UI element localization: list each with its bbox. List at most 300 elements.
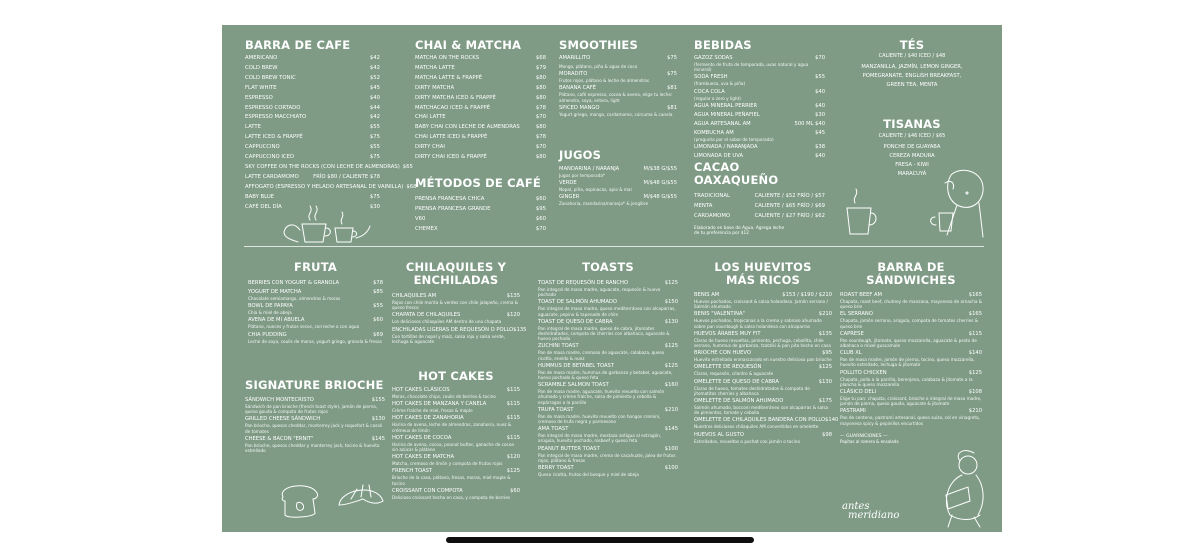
section-title: SIGNATURE BRIOCHE: [245, 378, 384, 392]
menu-item: [538, 446, 678, 463]
item-name: V60: [415, 215, 426, 222]
section-title: CACAO OAXAQUEÑO: [694, 160, 779, 187]
item-name: ESPRESSO MACCHIATO: [245, 114, 307, 121]
item-description: Pan integral de masa madre, aguacate, requesón & huevo pochado: [538, 287, 661, 298]
menu-item: [694, 331, 832, 348]
tisanas-prices: CALIENTE / $46 ICED / $65: [878, 133, 946, 139]
item-description: Plátano, nueces y frutos secos, con leche o con agua: [248, 324, 360, 330]
item-name: AGUA MINERAL PERRIER: [694, 102, 758, 109]
menu-item: [559, 71, 677, 83]
item-description: Delicioso croissant hecho en casa, y compota de berries: [392, 494, 510, 500]
menu-item: [694, 103, 825, 110]
item-name: CHAI LATTE ICED & FRAPPÉ: [415, 134, 488, 141]
menu-item: [840, 292, 982, 309]
guarniciones-desc: Papitas al romero & ensalada: [840, 439, 899, 445]
item-name: CAPPUCCINO ICED: [245, 154, 295, 161]
chilaquiles-list: [392, 293, 527, 344]
item-name: AGUA MINERAL PEÑAFIEL: [694, 111, 760, 118]
item-description: Harina de avena, cocoa, peanut butter, ganache de cocoa sin azúcar & plátano: [392, 441, 514, 453]
home-indicator: [446, 537, 754, 543]
item-description: Chapata, roast beef, chutney de manzana, mayonesa de ornacha & queso brie: [840, 299, 983, 310]
item-header: [392, 488, 520, 495]
item-description: Huevito estrellado enmascarado en nuestro delicioso pan brioche: [694, 357, 832, 363]
item-name: BANANA CAFÉ: [559, 85, 597, 92]
menu-item: [248, 303, 383, 315]
item-name: AMERICANO: [245, 55, 278, 61]
menu-item: [392, 435, 520, 452]
item-description: Sándwich de pan brioche (french toast style), jamón de pierna, queso gouda & compota de frutos rojos: [245, 404, 378, 415]
item-price: $80: [535, 84, 546, 91]
menu-item: [415, 64, 546, 74]
item-price: $75: [369, 134, 380, 141]
item-description: Queso ricotta, frutos del bosque y miel de abeja: [538, 472, 639, 478]
menu-item: [392, 454, 520, 466]
item-price: $80: [535, 94, 546, 101]
menu-item: [392, 312, 520, 324]
menu-item: [245, 123, 380, 133]
item-header: [559, 194, 677, 201]
flavor-item: MARACUYÁ: [897, 171, 927, 178]
item-name: HOT CAKES DE MANZANA Y CANELA: [392, 401, 487, 408]
item-name: CHILAQUILES AM: [392, 293, 437, 299]
huevitos-list: [694, 292, 839, 444]
item-header: [694, 130, 825, 137]
item-price: $153 / $190 / $210: [782, 292, 832, 298]
item-header: [392, 468, 520, 475]
item-description: Pan de masa madre, aguacate, huevito revuelto con salmón ahumado y crème fraîche, salsa de pimiento y cebolla & espárragos a la parrilla: [538, 389, 665, 405]
item-header: [248, 289, 383, 296]
menu-item: [694, 364, 832, 376]
item-price: $115: [506, 434, 520, 441]
item-price: $160: [664, 382, 678, 389]
item-name: OMELETTE DE CHILAQUILES BANDERA CON POLLO: [694, 417, 826, 424]
item-description: Pan sourdough, jitomate, queso mozzarella, aguacate & pesto de albahaca o mixel guacamole: [840, 337, 977, 349]
menu-item: [415, 104, 546, 114]
item-price: CALIENTE / $27 FRÍO / $62: [754, 212, 825, 219]
item-price: M/$38 G/$55: [643, 166, 677, 172]
menu-item: [694, 55, 825, 72]
menu-item: [415, 133, 546, 143]
item-price: $60: [535, 196, 546, 202]
menu-item: [415, 195, 546, 205]
hotcakes-section: [392, 370, 520, 502]
menu-item: [392, 326, 527, 344]
item-header: [538, 299, 678, 306]
item-price: CALIENTE / $52 FRÍO / $57: [754, 193, 825, 199]
item-price: $45: [815, 129, 825, 136]
menu-item: [245, 133, 380, 143]
item-price: $42: [369, 114, 380, 121]
item-header: [694, 153, 825, 160]
menu-item: [840, 389, 982, 406]
menu-item: [415, 215, 546, 225]
item-name: FLAT WHITE: [245, 84, 277, 91]
menu-item: [538, 363, 678, 380]
item-name: TRADICIONAL: [694, 193, 730, 199]
item-name: POLLITO CHICKEN: [840, 369, 887, 376]
item-name: BRIOCHE CON HUEVO: [694, 350, 751, 357]
smoothies-section: [559, 39, 677, 119]
menu-item: [245, 397, 385, 414]
section-title: CHAI & MATCHA: [415, 38, 522, 52]
item-price: $55: [815, 74, 825, 81]
item-name: CLUB XL: [840, 350, 862, 357]
item-header: [559, 105, 677, 112]
item-name: MATCHA LATTE: [415, 64, 455, 71]
item-price: $30: [815, 111, 825, 118]
menu-item: [245, 153, 380, 163]
item-header: [694, 350, 832, 357]
item-price: $78: [373, 280, 383, 286]
item-price: $80: [535, 154, 546, 161]
item-price: $68: [535, 55, 546, 61]
coffee-list: [245, 54, 417, 213]
item-price: $42: [369, 64, 380, 71]
logo: [842, 502, 922, 520]
item-name: TRUFA TOAST: [538, 406, 574, 413]
menu-item: [245, 173, 380, 183]
item-header: [538, 426, 678, 433]
menu-item: [392, 468, 520, 485]
item-description: Pan de masa madre, hummus de garbanzo y betabel, aguacate, huevo pochado & queso feta: [538, 369, 673, 381]
item-price: $135: [513, 326, 527, 333]
menu-item: [694, 311, 832, 328]
item-name: HOT CAKES DE ZANAHORIA: [392, 415, 464, 422]
item-name: HUMMUS DE BETABEL TOAST: [538, 362, 615, 369]
flavor-item: GREEN TEA, MENTA: [886, 81, 938, 88]
item-price: $115: [968, 330, 982, 337]
menu-board: [222, 25, 1002, 532]
item-name: OMELETTE DE SALMÓN AHUMADO: [694, 398, 784, 405]
item-description: Nuestros deliciosos chilaquiles AM convertidos en omelette: [694, 424, 819, 430]
menu-item: [694, 89, 825, 101]
item-price: $78: [535, 134, 546, 141]
item-name: ESPRESSO: [245, 94, 273, 101]
barra-de-cafe-section: [245, 38, 417, 213]
item-description: (pregunta por el sabor de temporada): [694, 136, 774, 142]
item-price: $55: [369, 144, 380, 151]
menu-item: [245, 74, 380, 84]
item-name: AFFOGATO (ESPRESSO Y HELADO ARTESANAL DE VAINILLA): [245, 183, 404, 190]
item-name: CHAI LATTE: [415, 114, 446, 121]
menu-item: [694, 112, 825, 119]
jugos-list: [559, 166, 677, 207]
menu-item: [694, 417, 839, 430]
item-description: Chocolate semiamargo, almendras & moras: [248, 296, 341, 301]
menu-item: [694, 379, 832, 396]
item-description: Pan integral de masa madre, crema de cacahuate, jalea de frutos rojos, plátano & fresas: [538, 452, 676, 463]
section-title: MÉTODOS DE CAFÉ: [415, 176, 541, 190]
menu-item: [840, 370, 982, 387]
item-price: $75: [369, 154, 380, 161]
item-description: Pan integral de masa madre, queso mediterráneo con alcaparras, aguacate, pepino & tapenade de chile: [538, 306, 676, 317]
item-price: $130: [664, 318, 678, 325]
bebidas-list: [694, 55, 825, 160]
item-price: $70: [535, 114, 546, 121]
item-name: AGUA ARTESANAL AM: [694, 120, 751, 127]
item-header: [538, 343, 678, 350]
item-name: LATTE CARDAMOMO: [245, 173, 299, 180]
item-name: BENIS "VALENTINA": [694, 311, 745, 318]
menu-item: [559, 105, 677, 117]
item-header: [538, 382, 678, 389]
item-header: [694, 311, 832, 318]
item-name: GAZOZ SODAS: [694, 55, 733, 61]
item-header: [694, 121, 825, 128]
tes-list: [842, 63, 982, 91]
item-description: Pan de masa madre, jamón de pierna, tocino, queso mozzarella, huevito estrellado, lechuga & jitomate: [840, 357, 975, 368]
section-title: TISANAS: [883, 117, 941, 131]
menu-item: [840, 350, 982, 367]
menu-item: [248, 280, 383, 287]
item-name: TOAST DE SALMÓN AHUMADO: [538, 299, 618, 306]
item-description: Pan de masa madre, cremoso de aguacate, calabaza, queso ricotta, eneldo & nuez: [538, 350, 665, 361]
cacao-section: [694, 161, 825, 237]
item-header: [840, 311, 982, 318]
menu-item: [538, 319, 678, 342]
croissant-icon: [335, 481, 385, 511]
sandwiches-list: [840, 292, 982, 426]
item-name: HUEVOS AL GUSTO: [694, 431, 744, 438]
item-header: [538, 319, 678, 326]
breakfast-person-icon: [839, 163, 989, 243]
item-description: Harina de avena, leche de almendras, zanahoria, nuez & crémeux de limón: [392, 422, 512, 433]
brioche-section: [245, 379, 385, 455]
item-description: Claras de huevo revueltas, pimiento, pechuga, cebollita, chile serrano, hummus de garbanzo, tzatziki & pan pita hecho en casa: [694, 337, 831, 349]
item-name: PASTRAMI: [840, 408, 866, 415]
item-name: LIMONADA DE UVA: [694, 153, 743, 160]
item-price: $150: [664, 299, 678, 306]
menu-item: [559, 180, 677, 192]
item-description: Zanahoria, mandarina/naranja* & jengibre: [559, 201, 649, 207]
item-price: $95: [822, 350, 832, 357]
item-price: $75: [369, 193, 380, 200]
item-description: Pan brioche, quesos cheddar y monterrey jack, tocino & huevito estrellado: [245, 442, 380, 454]
item-description: Pan integral de masa madre, queso de cabra, jitomates deshidratados, compota de cherries con albahaca, aguacate & huevo pochado: [538, 325, 670, 342]
flavor-item: PONCHE DE GUAYABA: [883, 143, 941, 150]
item-header: [694, 417, 839, 424]
item-price: $30: [369, 203, 380, 210]
item-name: TOAST DE QUESO DE CABRA: [538, 318, 613, 325]
item-name: AMARILLITO: [559, 55, 591, 61]
item-name: CHEMEX: [415, 225, 438, 232]
item-header: [392, 387, 520, 394]
section-title: HOT CAKES: [418, 369, 494, 383]
item-price: $165: [968, 292, 982, 298]
menu-item: [245, 143, 380, 153]
menu-item: [245, 64, 380, 74]
item-header: [538, 465, 678, 472]
item-name: GINGER: [559, 194, 580, 201]
item-name: COLD BREW TONIC: [245, 74, 296, 81]
item-name: COLD BREW: [245, 64, 278, 71]
menu-item: [840, 311, 982, 328]
item-header: [694, 364, 832, 371]
item-name: OMELETTE DE REQUESÓN: [694, 364, 762, 371]
item-price: M/$48 G/$55: [643, 194, 677, 201]
item-name: VERDE: [559, 180, 577, 187]
item-header: [248, 317, 383, 324]
menu-item: [245, 113, 380, 123]
item-price: $100: [664, 465, 678, 472]
menu-item: [415, 84, 546, 94]
item-price: $44: [369, 104, 380, 111]
item-name: CAPRESE: [840, 330, 864, 337]
item-description: Crème fraîche de miel, fresas & maple: [392, 408, 473, 414]
item-description: Salmón ahumado, bocconi mediterráneo con alcaparras & salsa de pimientos, tomate y cebolla: [694, 405, 829, 416]
menu-item: [415, 113, 546, 123]
item-header: [694, 112, 825, 119]
smoothies-list: [559, 55, 677, 117]
menu-item: [248, 317, 383, 329]
hotcakes-list: [392, 387, 520, 500]
item-price: 500 ML $40: [794, 120, 825, 127]
item-price: $135: [818, 330, 832, 337]
menu-item: [694, 350, 832, 362]
menu-item: [415, 123, 546, 133]
item-header: [538, 446, 678, 453]
item-name: ZUCHINI TOAST: [538, 343, 579, 350]
item-name: BABY CHAI CON LECHE DE ALMENDRAS: [415, 124, 520, 131]
menu-item: [415, 225, 546, 235]
item-header: [245, 436, 385, 443]
menu-item: [248, 332, 383, 344]
item-header: [694, 103, 825, 110]
menu-item: [840, 408, 982, 425]
item-name: HOT CAKES DE COCOA: [392, 434, 452, 441]
item-description: Leche de soya, coulis de moras, yogurt griego, granola & fresas: [248, 338, 382, 344]
item-name: LATTE ICED & FRAPPÉ: [245, 134, 303, 141]
fruta-section: [248, 261, 383, 346]
item-header: [538, 280, 678, 287]
item-price: $120: [506, 312, 520, 319]
cacao-note: Elaborado en base de Agua. Agrega leche de tu preferencia por $12: [694, 225, 785, 237]
item-name: CAPPUCCINO: [245, 144, 280, 151]
item-name: LIMONADA / NARANJADA: [694, 144, 758, 151]
item-name: SKY COFFEE ON THE ROCKS (CON LECHE DE ALMENDRAS): [245, 163, 400, 170]
section-title: BEBIDAS: [694, 38, 752, 52]
item-name: MANDARINA / NARANJA: [559, 166, 620, 172]
cacao-list: [694, 192, 825, 222]
item-description: Jugos por temporada*: [559, 173, 606, 178]
fruta-list: [248, 280, 383, 344]
item-price: $210: [818, 311, 832, 318]
item-description: Nopal, piña, espinacas, apio & mar: [559, 187, 633, 193]
item-name: DIRTY CHAI: [415, 144, 445, 151]
menu-item: [840, 331, 982, 348]
item-name: ROAST BEEF AM: [840, 292, 883, 298]
brioche-list: [245, 397, 385, 453]
item-description: Rojos con chile morita & verdes con chile jalapeño, crema & queso fresco: [392, 300, 519, 311]
flavor-item: MANZANILLA, JAZMÍN, LEMON GINGER,: [861, 63, 963, 70]
item-header: [840, 292, 982, 299]
menu-item: [392, 415, 520, 432]
item-header: [840, 408, 982, 415]
item-price: $79: [535, 64, 546, 71]
menu-item: [559, 166, 677, 178]
item-price: $125: [664, 280, 678, 286]
item-price: M/$48 G/$55: [643, 180, 677, 187]
item-name: KOMBUCHA AM: [694, 129, 734, 136]
item-header: [245, 397, 385, 404]
item-name: EL SERRANO: [840, 311, 873, 318]
menu-item: [538, 382, 678, 405]
item-name: SPICED MANGO: [559, 104, 600, 111]
item-name: PRENSA FRANCESA GRANDE: [415, 205, 491, 212]
menu-item: [538, 299, 678, 316]
item-name: CAFÉ DEL DÍA: [245, 203, 282, 210]
menu-item: [694, 192, 825, 202]
item-header: [248, 280, 383, 287]
tes-prices: CALIENTE / $40 ICED / $48: [878, 53, 946, 59]
item-name: DIRTY MATCHA ICED & FRAPPÉ: [415, 94, 496, 101]
item-header: [694, 398, 832, 405]
menu-item: [415, 74, 546, 84]
item-header: [538, 363, 678, 370]
item-name: CHAPATA DE CHILAQUILES: [392, 312, 461, 319]
item-header: [694, 379, 832, 386]
item-name: MATCHA ON THE ROCKS: [415, 55, 480, 61]
section-title: CHILAQUILES Y ENCHILADAS: [405, 260, 507, 287]
item-name: CARDAMOMO: [694, 212, 731, 219]
item-price: $125: [968, 369, 982, 376]
menu-item: [694, 153, 825, 160]
menu-item: [392, 401, 520, 413]
item-description: Huevos pochados, tropicanas a la crema y sabroso ahumado sobre pan sourdough & salsa holandesa con alcaparras: [694, 318, 822, 329]
item-description: Huevos pochados, croissant & salsa holandesa. Jamón serrano / Salmón ahumado: [694, 299, 828, 310]
item-price: $125: [664, 343, 678, 350]
menu-item: [415, 143, 546, 153]
chai-list: [415, 54, 546, 163]
item-price: $81: [667, 85, 677, 92]
toasts-list: [538, 280, 678, 477]
item-name: BOWL DE PAPAYA: [248, 303, 293, 310]
item-header: [559, 180, 677, 187]
item-price: $125: [506, 468, 520, 475]
section-title: BARRA DE CAFE: [245, 38, 351, 52]
item-header: [248, 303, 383, 310]
section-title: TOASTS: [582, 260, 634, 274]
item-price: $78: [535, 104, 546, 111]
item-description: Matcha, cremoso de limón y compota de frutos rojos: [392, 461, 503, 467]
item-price: $98: [822, 431, 832, 438]
menu-item: [415, 94, 546, 104]
item-price: $165: [968, 311, 982, 318]
item-description: Claras de huevo, tomates deshidratados & compota de jitomatitos cherries y albahaca: [694, 385, 810, 396]
item-price: $70: [815, 55, 825, 61]
item-name: PRENSA FRANCESA CHICA: [415, 196, 485, 202]
item-name: BENIS AM: [694, 292, 720, 298]
item-price: $38: [815, 144, 825, 151]
item-price: $100: [664, 445, 678, 452]
item-name: TOAST DE REQUESÓN DE RANCHO: [538, 280, 629, 286]
item-description: Chapata, jamón serrano, arúgula, compota de tomates cherries & queso brie: [840, 318, 979, 329]
item-header: [559, 85, 677, 92]
item-name: MORADITO: [559, 71, 588, 78]
item-header: [694, 331, 832, 338]
item-name: ESPRESSO CORTADO: [245, 104, 301, 111]
bebidas-section: [694, 39, 825, 162]
item-price: $115: [506, 387, 520, 393]
item-price: $95: [535, 205, 546, 212]
tes-section: [842, 39, 982, 90]
item-price: $70: [535, 225, 546, 232]
menu-item: [415, 153, 546, 163]
item-price: $45: [369, 84, 380, 91]
item-name: MATCHACAO ICED & FRAPPÉ: [415, 104, 491, 111]
menu-item: [559, 64, 677, 69]
item-price: $140: [825, 417, 839, 424]
